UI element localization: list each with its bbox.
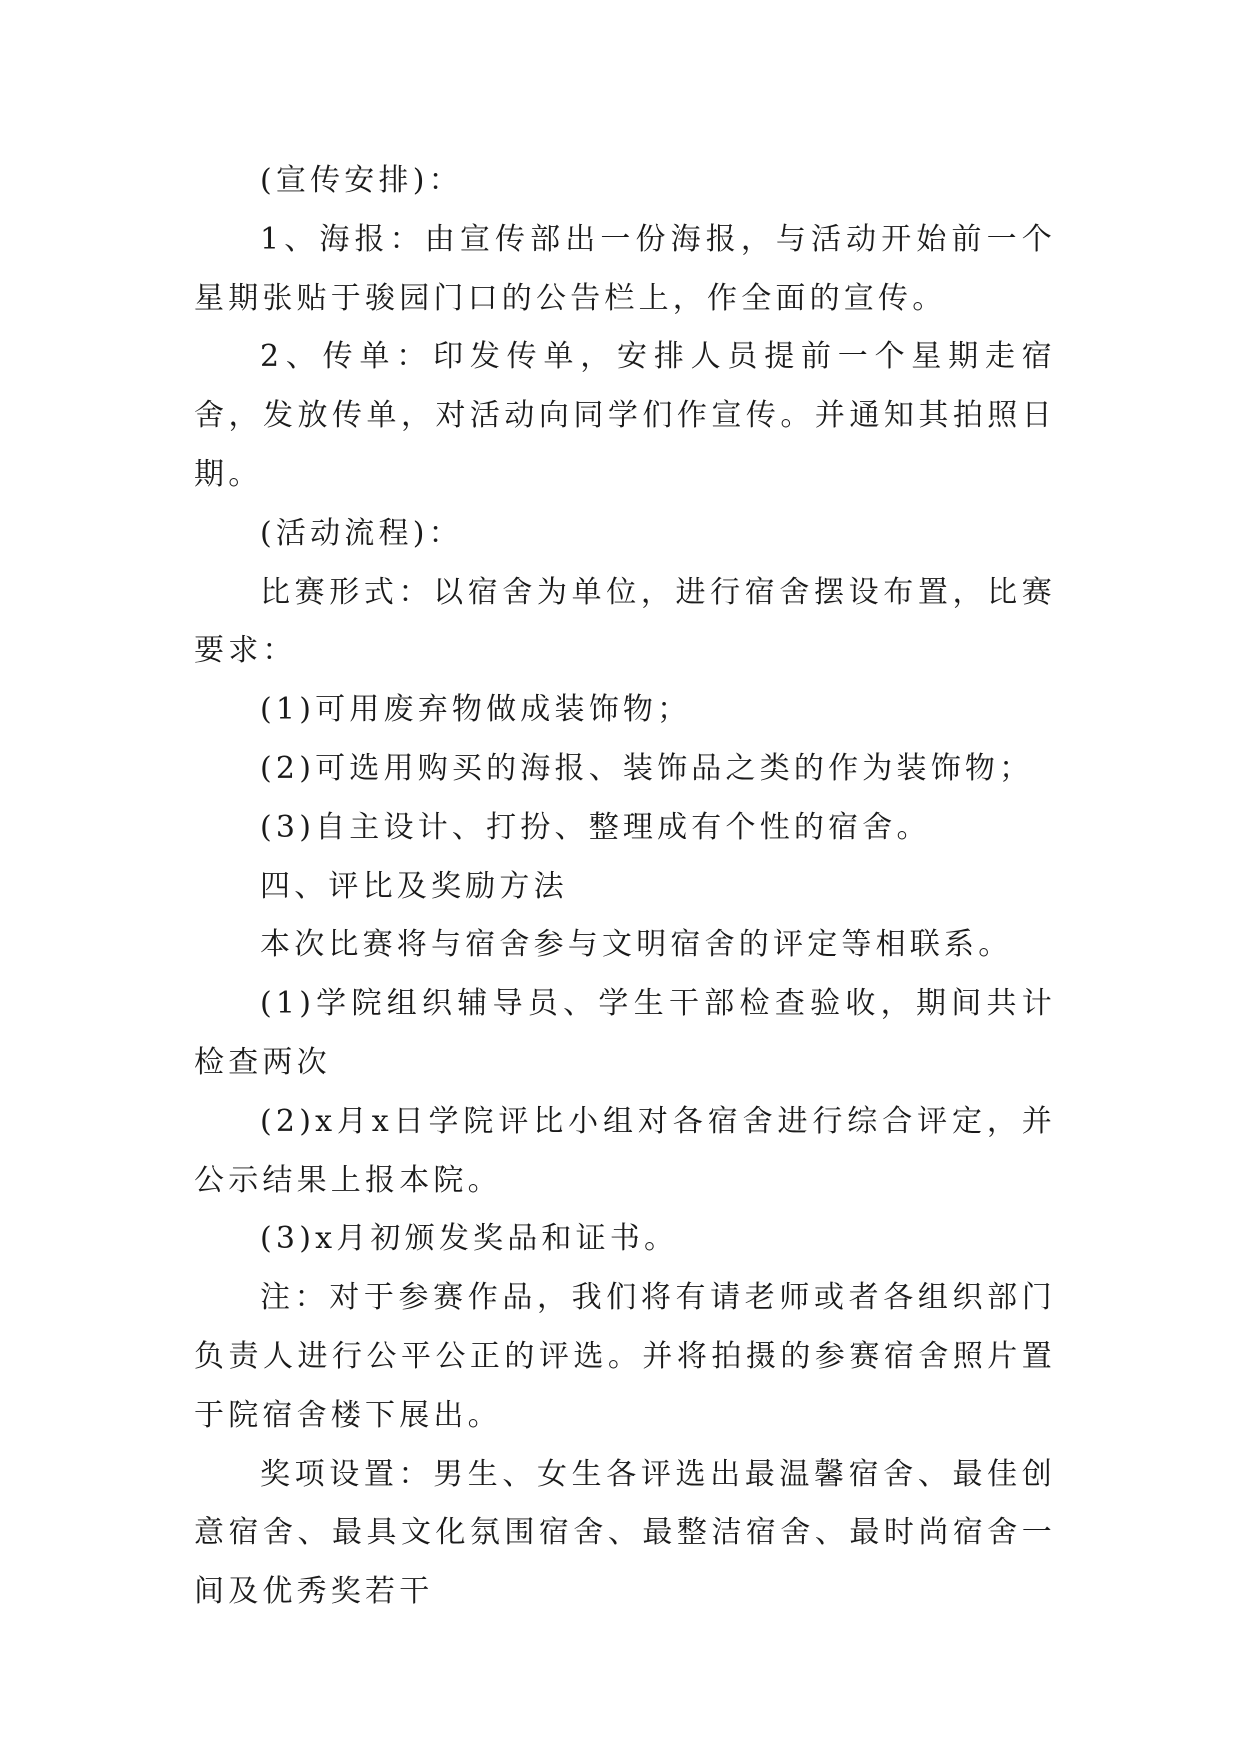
list-item-requirement-1: (1)可用废弃物做成装饰物； [260, 692, 692, 728]
paragraph-flyer: 2、传单：印发传单，安排人员提前一个星期走宿舍，发放传单，对活动向同学们作宣传。并通知其拍照日期。 [194, 339, 1056, 492]
document-body [194, 152, 1056, 1622]
paragraph-evaluation-link: 本次比赛将与宿舍参与文明宿舍的评定等相联系。 [260, 927, 1013, 963]
list-item-requirement-2: (2)可选用购买的海报、装饰品之类的作为装饰物； [260, 750, 1034, 786]
list-item-evaluation-2: (2)x月x日学院评比小组对各宿舍进行综合评定，并公示结果上报本院。 [194, 1103, 1056, 1198]
list-item-requirement-3: (3)自主设计、打扮、整理成有个性的宿舍。 [260, 809, 931, 845]
paragraph-note: 注：对于参赛作品，我们将有请老师或者各组织部门负责人进行公平公正的评选。并将拍摄的参赛宿舍照片置于院宿舍楼下展出。 [194, 1280, 1056, 1433]
section-heading-publicity: (宣传安排)： [260, 163, 463, 198]
paragraph-awards: 奖项设置：男生、女生各评选出最温馨宿舍、最佳创意宿舍、最具文化氛围宿舍、最整洁宿舍、最时尚宿舍一间及优秀奖若干 [194, 1456, 1056, 1610]
section-heading-evaluation: 四、评比及奖励方法 [260, 868, 568, 904]
paragraph-poster: 1、海报：由宣传部出一份海报，与活动开始前一个星期张贴于骏园门口的公告栏上，作全面的宣传。 [194, 221, 1056, 316]
section-heading-process: (活动流程)： [260, 515, 463, 551]
list-item-evaluation-3: (3)x月初颁发奖品和证书。 [260, 1221, 679, 1257]
list-item-evaluation-1: (1)学院组织辅导员、学生干部检查验收，期间共计检查两次 [194, 986, 1056, 1080]
paragraph-competition-format: 比赛形式：以宿舍为单位，进行宿舍摆设布置，比赛要求： [194, 574, 1056, 669]
